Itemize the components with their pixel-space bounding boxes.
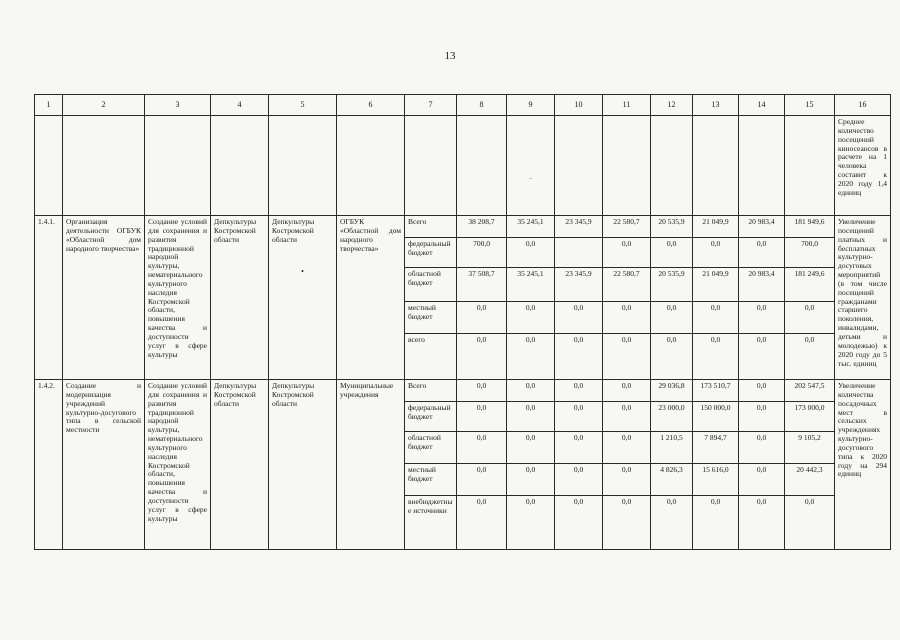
- activity-goal: Создание условий для сохранения и развития традиционной народной культуры, нематериального культурного наследия Костромской области, повышения качества и доступности услуг в сфере культуры: [145, 216, 211, 380]
- funding-value: 22 580,7: [603, 268, 651, 302]
- funding-source: федеральный бюджет: [405, 402, 457, 432]
- column-header: 11: [603, 95, 651, 116]
- funding-value: 37 508,7: [457, 268, 507, 302]
- activity-title: Создание и модернизация учреждений культурно-досугового типа в сельской местности: [63, 380, 145, 550]
- row-number: 1.4.2.: [35, 380, 63, 550]
- program-table: [34, 94, 891, 550]
- funding-value: 0,0: [457, 380, 507, 402]
- expected-result: Увеличение количества посадочных мест в сельских учреждениях культурно-досугового типа к 2020 году на 294 единиц: [835, 380, 891, 550]
- column-header: 4: [211, 95, 269, 116]
- blank-cell: [145, 116, 211, 216]
- table-row: [35, 216, 891, 238]
- executor: ОГБУК «Областной дом народного творчества»: [337, 216, 405, 380]
- funding-source: областной бюджет: [405, 432, 457, 464]
- table-body: [35, 95, 891, 550]
- column-header: 6: [337, 95, 405, 116]
- page-number: 13: [444, 50, 456, 62]
- funding-value: 0,0: [739, 302, 785, 334]
- funding-value: 1 210,5: [651, 432, 693, 464]
- column-header: 13: [693, 95, 739, 116]
- funding-value: 0,0: [651, 238, 693, 268]
- funding-value: 0,0: [555, 302, 603, 334]
- funding-source: всего: [405, 334, 457, 380]
- header-row: [35, 95, 891, 116]
- funding-value: 0,0: [739, 238, 785, 268]
- coexecutor-org: [269, 216, 337, 380]
- funding-value: 0,0: [555, 334, 603, 380]
- funding-value: 20 983,4: [739, 268, 785, 302]
- column-header: 7: [405, 95, 457, 116]
- funding-source: Всего: [405, 216, 457, 238]
- funding-source: местный бюджет: [405, 302, 457, 334]
- column-header: 10: [555, 95, 603, 116]
- blank-cell: [507, 116, 555, 216]
- funding-value: 4 826,3: [651, 464, 693, 496]
- responsible-org: Депкультуры Костромской области: [211, 216, 269, 380]
- funding-value: 0,0: [603, 334, 651, 380]
- dash-mark: -: [529, 174, 532, 182]
- funding-value: 15 616,0: [693, 464, 739, 496]
- funding-value: 0,0: [555, 464, 603, 496]
- blank-cell: [785, 116, 835, 216]
- funding-value: 38 208,7: [457, 216, 507, 238]
- funding-value: 0,0: [507, 496, 555, 550]
- column-header: 2: [63, 95, 145, 116]
- blank-cell: [693, 116, 739, 216]
- result-note: Среднее количество посещений киносеансов в расчете на 1 человека составит к 2020 году 1,4 единиц: [835, 116, 891, 216]
- coexecutor-org: [269, 380, 337, 550]
- blank-cell: [555, 116, 603, 216]
- funding-value: 0,0: [739, 432, 785, 464]
- column-header: 8: [457, 95, 507, 116]
- funding-value: 20 535,9: [651, 268, 693, 302]
- funding-value: 0,0: [603, 432, 651, 464]
- table-row: [35, 380, 891, 402]
- funding-value: 0,0: [457, 464, 507, 496]
- activity-title: Организация деятельности ОГБУК «Областной дом народного творчества»: [63, 216, 145, 380]
- funding-value: 20 983,4: [739, 216, 785, 238]
- funding-value: 0,0: [693, 238, 739, 268]
- column-header: 1: [35, 95, 63, 116]
- funding-value: 7 894,7: [693, 432, 739, 464]
- blank-cell: [337, 116, 405, 216]
- blank-cell: [405, 116, 457, 216]
- funding-value: 21 049,9: [693, 268, 739, 302]
- funding-value: 23 000,0: [651, 402, 693, 432]
- coexecutor-org-label: Депкультуры Костромской области: [272, 381, 315, 408]
- funding-value: 700,0: [785, 238, 835, 268]
- funding-source: местный бюджет: [405, 464, 457, 496]
- funding-value: 22 580,7: [603, 216, 651, 238]
- funding-value: 181 249,6: [785, 268, 835, 302]
- funding-value: 0,0: [739, 464, 785, 496]
- funding-value: 0,0: [457, 432, 507, 464]
- column-header: 12: [651, 95, 693, 116]
- funding-value: 0,0: [603, 380, 651, 402]
- funding-value: 0,0: [507, 432, 555, 464]
- funding-value: 0,0: [507, 334, 555, 380]
- funding-value: 0,0: [739, 334, 785, 380]
- funding-value: 0,0: [507, 464, 555, 496]
- executor: Муниципальные учреждения: [337, 380, 405, 550]
- funding-source: федеральный бюджет: [405, 238, 457, 268]
- responsible-org: Депкультуры Костромской области: [211, 380, 269, 550]
- column-header: 14: [739, 95, 785, 116]
- funding-source: областной бюджет: [405, 268, 457, 302]
- column-header: 9: [507, 95, 555, 116]
- funding-value: 0,0: [507, 238, 555, 268]
- column-header: 15: [785, 95, 835, 116]
- funding-source: Всего: [405, 380, 457, 402]
- funding-value: 0,0: [603, 496, 651, 550]
- funding-value: 35 245,1: [507, 268, 555, 302]
- funding-value: 0,0: [785, 334, 835, 380]
- funding-value: 0,0: [603, 238, 651, 268]
- column-header: 16: [835, 95, 891, 116]
- funding-value: 21 049,9: [693, 216, 739, 238]
- funding-value: 0,0: [785, 496, 835, 550]
- blank-cell: [603, 116, 651, 216]
- funding-value: 0,0: [603, 302, 651, 334]
- row-number: 1.4.1.: [35, 216, 63, 380]
- funding-value: 0,0: [693, 496, 739, 550]
- blank-cell: [457, 116, 507, 216]
- funding-value: 0,0: [693, 334, 739, 380]
- continuation-row: [35, 116, 891, 216]
- funding-value: 29 036,8: [651, 380, 693, 402]
- funding-value: 700,0: [457, 238, 507, 268]
- funding-value: 0,0: [785, 302, 835, 334]
- funding-value: 0,0: [555, 432, 603, 464]
- blank-cell: [739, 116, 785, 216]
- funding-value: 202 547,5: [785, 380, 835, 402]
- funding-value: 0,0: [457, 402, 507, 432]
- funding-value: [555, 238, 603, 268]
- funding-value: 0,0: [651, 302, 693, 334]
- funding-value: 23 345,9: [555, 216, 603, 238]
- activity-goal: Создание условий для сохранения и развития традиционной народной культуры, нематериального культурного наследия Костромской области, повышения качества и доступности услуг в сфере культуры: [145, 380, 211, 550]
- funding-value: 150 000,0: [693, 402, 739, 432]
- funding-value: 20 442,3: [785, 464, 835, 496]
- funding-value: 0,0: [555, 402, 603, 432]
- funding-value: 0,0: [507, 302, 555, 334]
- column-header: 5: [269, 95, 337, 116]
- blank-cell: [211, 116, 269, 216]
- funding-value: 173 510,7: [693, 380, 739, 402]
- funding-value: 0,0: [457, 496, 507, 550]
- funding-value: 20 535,9: [651, 216, 693, 238]
- funding-value: 0,0: [603, 464, 651, 496]
- funding-value: 9 105,2: [785, 432, 835, 464]
- funding-value: 0,0: [555, 496, 603, 550]
- blank-cell: [269, 116, 337, 216]
- funding-value: 23 345,9: [555, 268, 603, 302]
- coexecutor-org-label: Депкультуры Костромской области: [272, 217, 315, 244]
- funding-value: 0,0: [651, 334, 693, 380]
- funding-value: 0,0: [739, 402, 785, 432]
- funding-value: 181 949,6: [785, 216, 835, 238]
- funding-value: 0,0: [603, 402, 651, 432]
- funding-value: 0,0: [507, 402, 555, 432]
- funding-value: 0,0: [457, 334, 507, 380]
- funding-value: 0,0: [555, 380, 603, 402]
- funding-value: 0,0: [739, 496, 785, 550]
- blank-cell: [35, 116, 63, 216]
- funding-value: 0,0: [457, 302, 507, 334]
- dot-mark: •: [301, 266, 304, 276]
- funding-value: 0,0: [693, 302, 739, 334]
- expected-result: Увеличение посещений платных и бесплатных культурно-досуговых мероприятий (в том числе посещений гражданами старшего поколения, инвалидами, детьми и молодежью) к 2020 году до 5 тыс. единиц: [835, 216, 891, 380]
- blank-cell: [651, 116, 693, 216]
- funding-value: 0,0: [651, 496, 693, 550]
- funding-value: 0,0: [507, 380, 555, 402]
- funding-value: 173 000,0: [785, 402, 835, 432]
- blank-cell: [63, 116, 145, 216]
- funding-value: 0,0: [739, 380, 785, 402]
- column-header: 3: [145, 95, 211, 116]
- funding-value: 35 245,1: [507, 216, 555, 238]
- funding-source: внебюджетные источники: [405, 496, 457, 550]
